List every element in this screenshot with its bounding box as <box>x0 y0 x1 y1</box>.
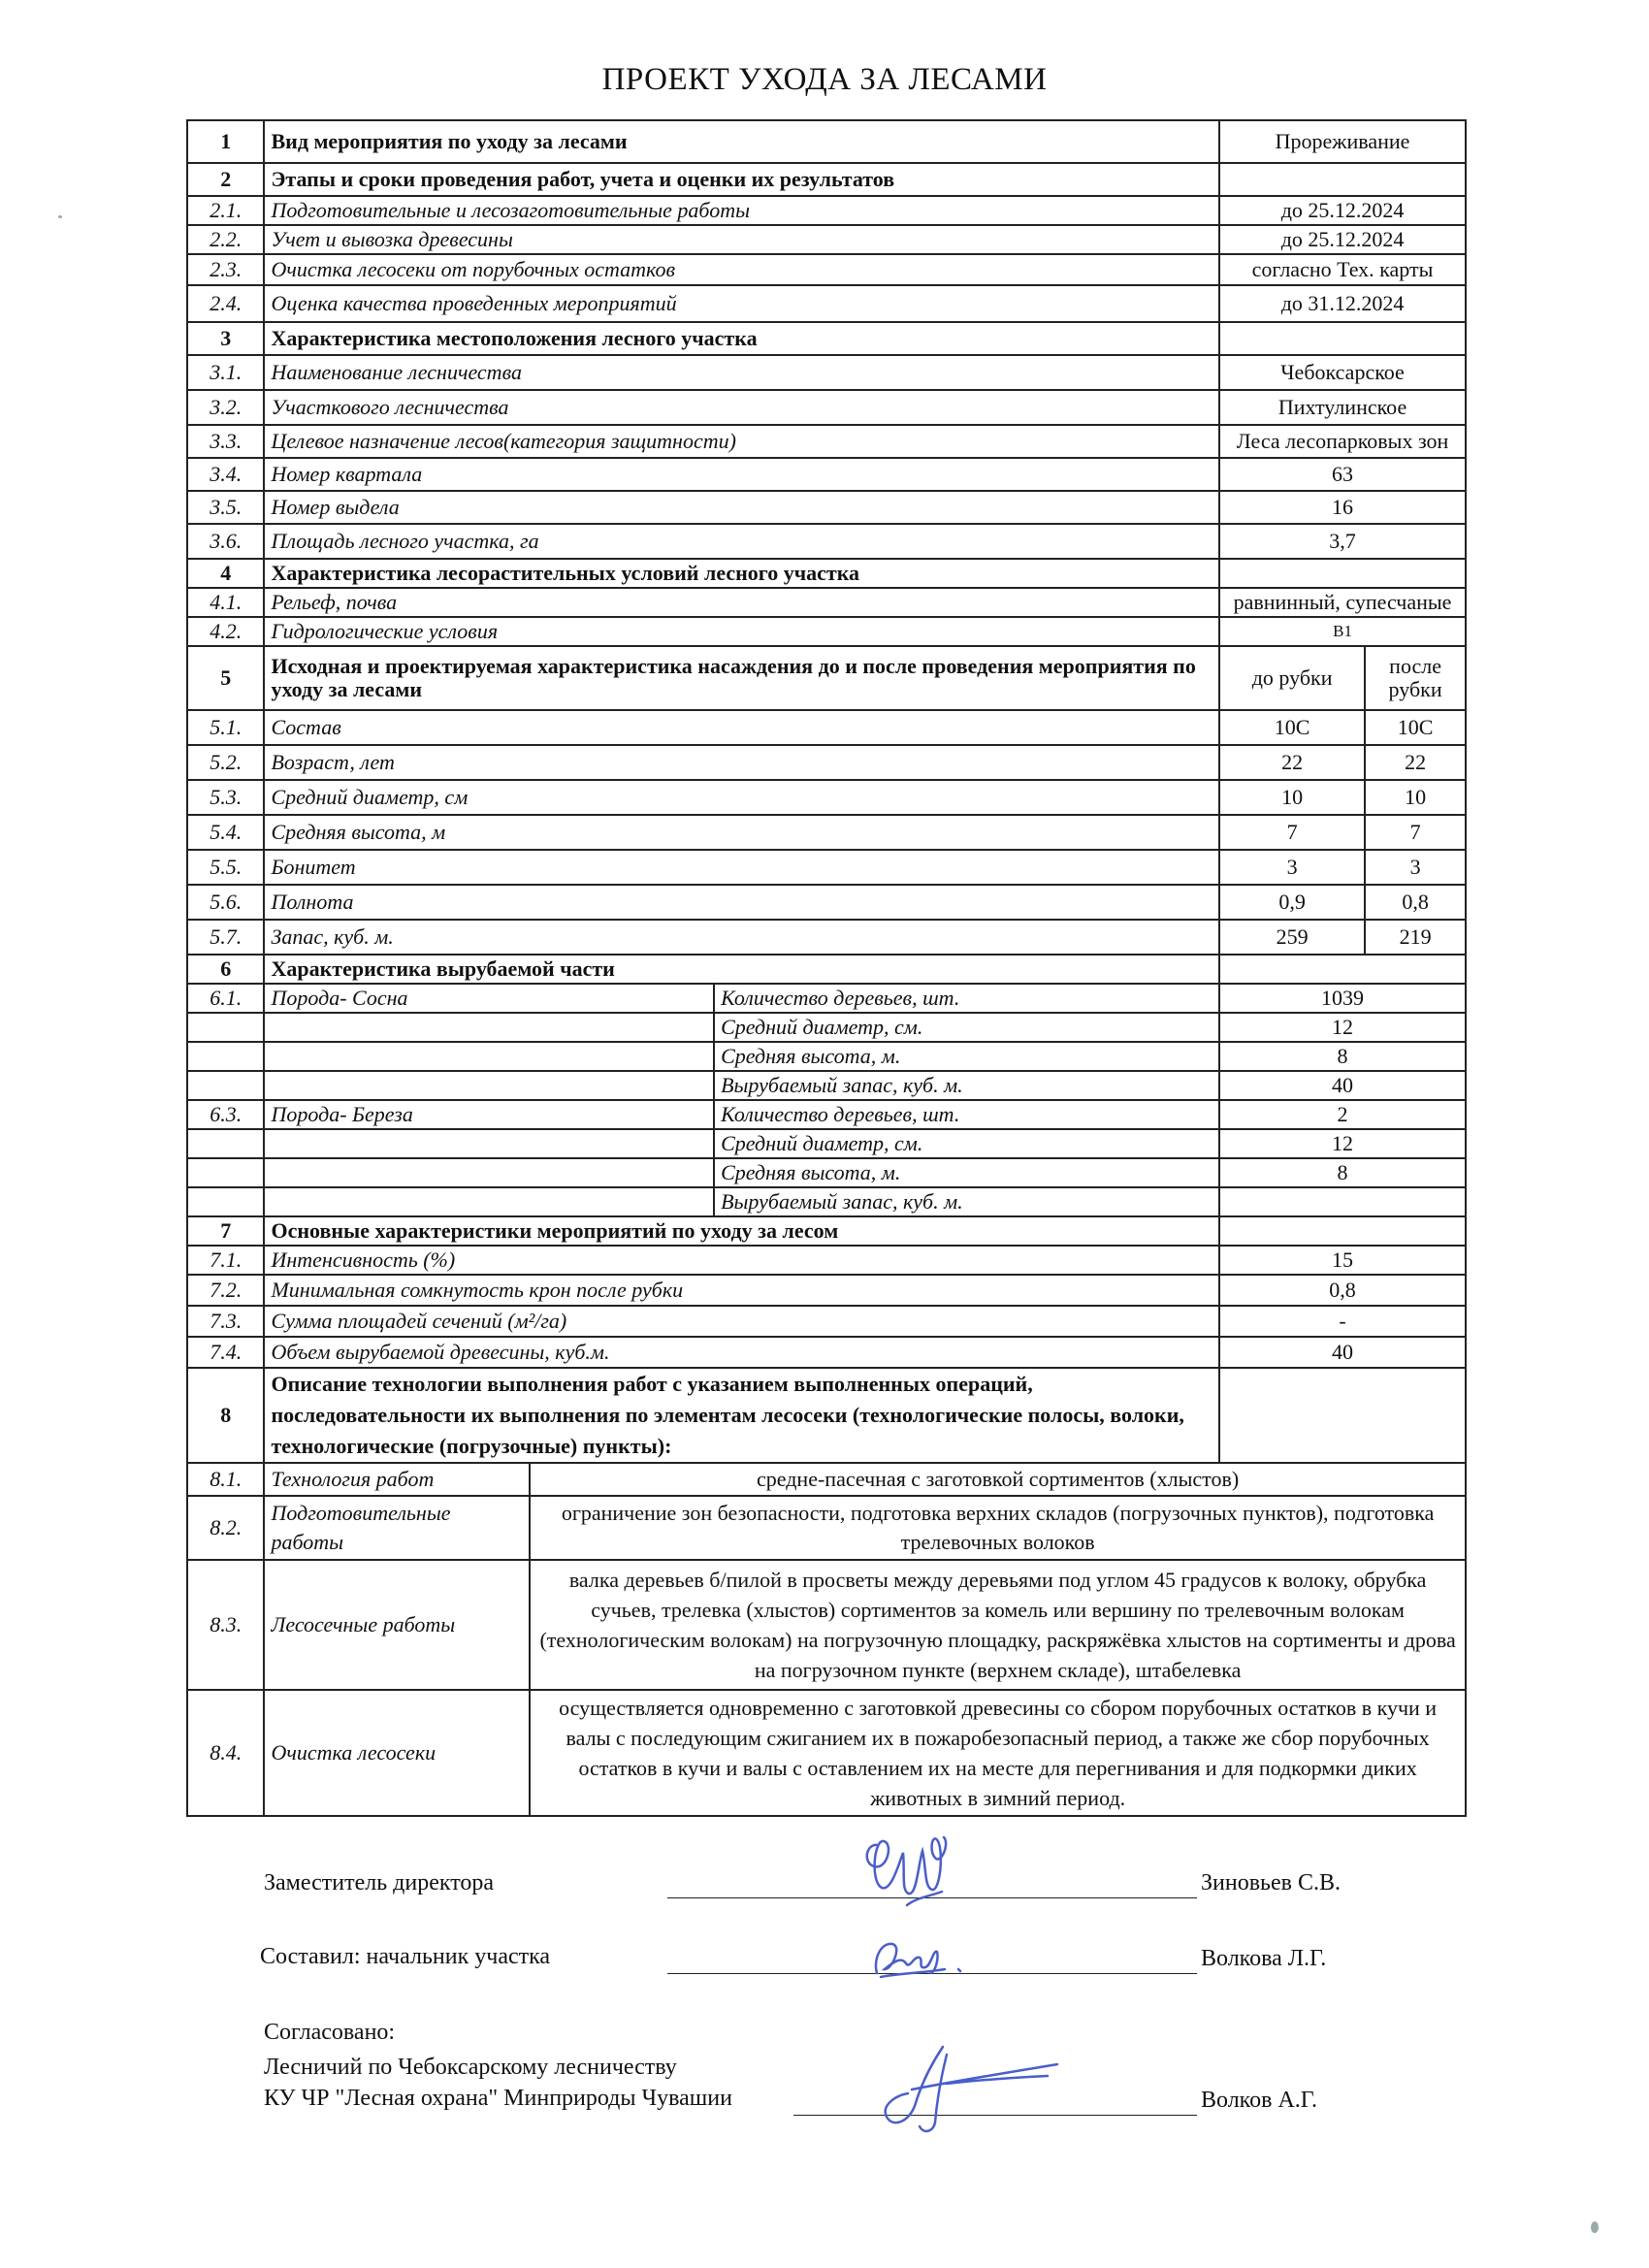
before-value: 10С <box>1219 710 1365 745</box>
row-value: осуществляется одновременно с заготовкой древесины со сбором порубочных остатков в кучи и валы с последующим сжиганием их в пожаробезопасный период, а также же сбор порубочных остатков в кучи и валы с оставлением их на месте для перегнивания и для подкормки диких животных в зимний период. <box>530 1690 1466 1816</box>
forester-signature <box>854 2035 1077 2142</box>
row-label: Сумма площадей сечений (м²/га) <box>264 1306 1219 1337</box>
row-label: Участкового лесничества <box>264 390 1219 425</box>
row-label: Средний диаметр, см <box>264 780 1219 815</box>
before-header: до рубки <box>1219 646 1365 710</box>
forester-line-2: КУ ЧР "Лесная охрана" Минприроды Чувашии <box>264 2086 732 2111</box>
row-label: Запас, куб. м. <box>264 920 1219 955</box>
row-number: 3.5. <box>187 491 264 524</box>
row-number: 4.2. <box>187 617 264 646</box>
row-number: 5.2. <box>187 745 264 780</box>
row-number: 7.3. <box>187 1306 264 1337</box>
row-number: 5.1. <box>187 710 264 745</box>
row-value: - <box>1219 1306 1466 1337</box>
row-value: Леса лесопарковых зон <box>1219 425 1466 458</box>
row-number: 8 <box>187 1368 264 1463</box>
row-number: 2.2. <box>187 225 264 254</box>
row-value: 12 <box>1219 1013 1466 1042</box>
row-number: 8.1. <box>187 1463 264 1496</box>
before-value: 0,9 <box>1219 885 1365 920</box>
row-label: Подготовительные работы <box>264 1496 530 1560</box>
row-number: 4 <box>187 559 264 588</box>
row-label: Подготовительные и лесозаготовительные работы <box>264 196 1219 225</box>
row-value: 12 <box>1219 1129 1466 1158</box>
row-label: Состав <box>264 710 1219 745</box>
row-value: до 31.12.2024 <box>1219 285 1466 322</box>
scan-speck <box>58 215 62 218</box>
row-value: Пихтулинское <box>1219 390 1466 425</box>
row-label: Вид мероприятия по уходу за лесами <box>264 120 1219 163</box>
row-label: Вырубаемый запас, куб. м. <box>714 1187 1219 1216</box>
row-number: 5.3. <box>187 780 264 815</box>
row-number: 5.4. <box>187 815 264 850</box>
row-number: 7.4. <box>187 1337 264 1368</box>
row-label: Рельеф, почва <box>264 588 1219 617</box>
row-label: Очистка лесосеки от порубочных остатков <box>264 254 1219 285</box>
row-label: Лесосечные работы <box>264 1560 530 1690</box>
row-label: Объем вырубаемой древесины, куб.м. <box>264 1337 1219 1368</box>
row-label: Описание технологии выполнения работ с указанием выполненных операций, последовательности их выполнения по элементам лесосеки (технологические полосы, волоки, технологические (погрузочные) пункты): <box>264 1368 1219 1463</box>
after-header: после рубки <box>1365 646 1466 710</box>
row-label: Характеристика местоположения лесного участка <box>264 322 1219 355</box>
after-value: 10 <box>1365 780 1466 815</box>
row-number: 4.1. <box>187 588 264 617</box>
before-value: 10 <box>1219 780 1365 815</box>
row-label: Характеристика лесорастительных условий лесного участка <box>264 559 1219 588</box>
row-number: 2 <box>187 163 264 196</box>
row-value: Прореживание <box>1219 120 1466 163</box>
row-label: Номер выдела <box>264 491 1219 524</box>
row-label: Бонитет <box>264 850 1219 885</box>
compiled-role: Составил: начальник участка <box>260 1944 551 1969</box>
row-value: 3,7 <box>1219 524 1466 559</box>
scan-speck <box>1591 2221 1599 2233</box>
row-number: 2.4. <box>187 285 264 322</box>
row-value: 8 <box>1219 1042 1466 1071</box>
row-label: Учет и вывозка древесины <box>264 225 1219 254</box>
row-number: 6.3. <box>187 1100 264 1129</box>
row-number: 5.7. <box>187 920 264 955</box>
before-value: 22 <box>1219 745 1365 780</box>
row-number: 8.3. <box>187 1560 264 1690</box>
row-value: ограничение зон безопасности, подготовка верхних складов (погрузочных пунктов), подготовка трелевочных волоков <box>530 1496 1466 1560</box>
compiled-signature <box>863 1930 980 1989</box>
row-value: равнинный, супесчаные <box>1219 588 1466 617</box>
row-number: 3.1. <box>187 355 264 390</box>
row-value: 40 <box>1219 1071 1466 1100</box>
row-number: 7.2. <box>187 1275 264 1306</box>
row-number: 1 <box>187 120 264 163</box>
row-number: 6.1. <box>187 984 264 1013</box>
row-label: Интенсивность (%) <box>264 1246 1219 1275</box>
row-label: Технология работ <box>264 1463 530 1496</box>
row-value: 2 <box>1219 1100 1466 1129</box>
row-label: Целевое назначение лесов(категория защитности) <box>264 425 1219 458</box>
row-label: Основные характеристики мероприятий по уходу за лесом <box>264 1216 1219 1246</box>
row-label: Гидрологические условия <box>264 617 1219 646</box>
row-label: Площадь лесного участка, га <box>264 524 1219 559</box>
row-label: Средняя высота, м <box>264 815 1219 850</box>
row-label: Исходная и проектируемая характеристика насаждения до и после проведения мероприятия по уходу за лесами <box>264 646 1219 710</box>
row-value: 63 <box>1219 458 1466 491</box>
deputy-name: Зиновьев С.В. <box>1201 1870 1341 1895</box>
row-value: до 25.12.2024 <box>1219 225 1466 254</box>
row-number: 5.5. <box>187 850 264 885</box>
row-number: 2.3. <box>187 254 264 285</box>
row-label: Очистка лесосеки <box>264 1690 530 1816</box>
row-value: 1039 <box>1219 984 1466 1013</box>
agreed-label: Согласовано: <box>264 2020 396 2045</box>
row-label: Наименование лесничества <box>264 355 1219 390</box>
species-label: Порода- Сосна <box>264 984 714 1013</box>
before-value: 3 <box>1219 850 1365 885</box>
row-label: Минимальная сомкнутость крон после рубки <box>264 1275 1219 1306</box>
before-value: 259 <box>1219 920 1365 955</box>
before-value: 7 <box>1219 815 1365 850</box>
row-value: 8 <box>1219 1158 1466 1187</box>
row-label: Средняя высота, м. <box>714 1042 1219 1071</box>
row-label: Характеристика вырубаемой части <box>264 955 1219 984</box>
row-label: Вырубаемый запас, куб. м. <box>714 1071 1219 1100</box>
species-label: Порода- Береза <box>264 1100 714 1129</box>
row-value: согласно Тех. карты <box>1219 254 1466 285</box>
deputy-role: Заместитель директора <box>264 1870 495 1895</box>
row-value: средне-пасечная с заготовкой сортиментов (хлыстов) <box>530 1463 1466 1496</box>
row-value: 15 <box>1219 1246 1466 1275</box>
after-value: 7 <box>1365 815 1466 850</box>
row-number: 3.2. <box>187 390 264 425</box>
row-value: 16 <box>1219 491 1466 524</box>
row-number: 3.6. <box>187 524 264 559</box>
row-label: Полнота <box>264 885 1219 920</box>
row-number: 5 <box>187 646 264 710</box>
row-number: 8.4. <box>187 1690 264 1816</box>
row-number: 8.2. <box>187 1496 264 1560</box>
row-value: валка деревьев б/пилой в просветы между деревьями под углом 45 градусов к волоку, обрубка сучьев, трелевка (хлыстов) сортиментов за комель или вершину по трелевочным волокам (технологическим волокам) на погрузочную площадку, раскряжёвка хлыстов на сортименты и дрова на погрузочном пункте (верхнем складе), штабелевка <box>530 1560 1466 1690</box>
row-number: 5.6. <box>187 885 264 920</box>
after-value: 10С <box>1365 710 1466 745</box>
row-value: до 25.12.2024 <box>1219 196 1466 225</box>
row-label: Этапы и сроки проведения работ, учета и оценки их результатов <box>264 163 1219 196</box>
compiled-name: Волкова Л.Г. <box>1201 1946 1327 1971</box>
row-label: Возраст, лет <box>264 745 1219 780</box>
row-label: Количество деревьев, шт. <box>714 1100 1219 1129</box>
forester-line-1: Лесничий по Чебоксарскому лесничеству <box>264 2055 677 2080</box>
after-value: 0,8 <box>1365 885 1466 920</box>
row-number: 3.4. <box>187 458 264 491</box>
row-label: Количество деревьев, шт. <box>714 984 1219 1013</box>
row-value: 0,8 <box>1219 1275 1466 1306</box>
forester-name: Волков А.Г. <box>1201 2088 1317 2113</box>
row-value: В1 <box>1219 617 1466 646</box>
row-value: Чебоксарское <box>1219 355 1466 390</box>
row-label: Средняя высота, м. <box>714 1158 1219 1187</box>
row-value: 40 <box>1219 1337 1466 1368</box>
after-value: 22 <box>1365 745 1466 780</box>
document-title: ПРОЕКТ УХОДА ЗА ЛЕСАМИ <box>601 62 1048 97</box>
deputy-signature <box>849 1824 965 1921</box>
row-label: Средний диаметр, см. <box>714 1013 1219 1042</box>
row-label: Средний диаметр, см. <box>714 1129 1219 1158</box>
row-number: 7.1. <box>187 1246 264 1275</box>
row-number: 3 <box>187 322 264 355</box>
row-number: 3.3. <box>187 425 264 458</box>
row-label: Номер квартала <box>264 458 1219 491</box>
after-value: 219 <box>1365 920 1466 955</box>
row-number: 6 <box>187 955 264 984</box>
row-label: Оценка качества проведенных мероприятий <box>264 285 1219 322</box>
row-number: 7 <box>187 1216 264 1246</box>
after-value: 3 <box>1365 850 1466 885</box>
row-number: 2.1. <box>187 196 264 225</box>
